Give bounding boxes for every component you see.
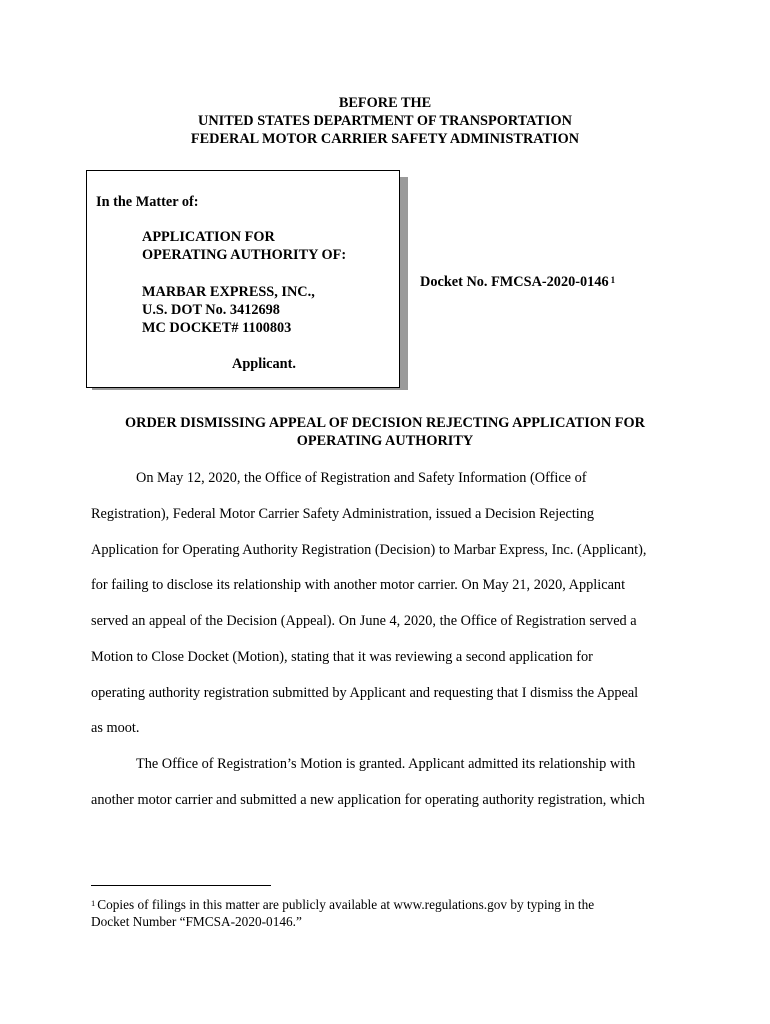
agency-header — [0, 94, 770, 148]
application-line-1: APPLICATION FOR — [142, 229, 275, 245]
company-name: MARBAR EXPRESS, INC., — [142, 284, 315, 300]
footnote-line-1 — [91, 896, 691, 913]
header-line-1: BEFORE THE — [338, 95, 432, 111]
body-line: Motion to Close Docket (Motion), stating that it was reviewing a second application for — [91, 649, 593, 665]
body-line: operating authority registration submitted by Applicant and requesting that I dismiss the Appeal — [91, 685, 639, 701]
applicant-label: Applicant. — [232, 356, 296, 372]
in-the-matter-label: In the Matter of: — [96, 194, 199, 210]
footnote-divider — [91, 885, 271, 886]
dot-number: U.S. DOT No. 3412698 — [142, 302, 280, 318]
footnote — [91, 896, 691, 930]
body-line: another motor carrier and submitted a new application for operating authority registration, which — [91, 792, 645, 808]
docket-number — [420, 273, 615, 291]
body-line: The Office of Registration’s Motion is granted. Applicant admitted its relationship with — [136, 756, 636, 772]
body-line: as moot. — [91, 720, 140, 736]
application-line-2: OPERATING AUTHORITY OF: — [142, 247, 347, 263]
docket-footnote-ref: 1 — [610, 275, 616, 285]
order-title-line-2: OPERATING AUTHORITY — [296, 433, 474, 449]
order-title — [0, 414, 770, 450]
footnote-number: 1 — [91, 898, 96, 908]
header-line-2: UNITED STATES DEPARTMENT OF TRANSPORTATION — [198, 113, 572, 129]
order-title-line-1: ORDER DISMISSING APPEAL OF DECISION REJECTING APPLICATION FOR — [125, 415, 645, 431]
body-line: for failing to disclose its relationship with another motor carrier. On May 21, 2020, Applicant — [91, 577, 626, 593]
footnote-line-2: Docket Number “FMCSA-2020-0146.” — [91, 914, 302, 929]
mc-docket-number: MC DOCKET# 1100803 — [142, 320, 292, 336]
header-line-3: FEDERAL MOTOR CARRIER SAFETY ADMINISTRATION — [190, 131, 580, 147]
body-line: Application for Operating Authority Registration (Decision) to Marbar Express, Inc. (Applicant), — [91, 542, 647, 558]
body-line: Registration), Federal Motor Carrier Safety Administration, issued a Decision Rejecting — [91, 506, 595, 522]
case-caption-box — [86, 170, 400, 388]
footnote-text-1: Copies of filings in this matter are publicly available at www.regulations.gov by typing in the — [97, 897, 595, 912]
body-line: On May 12, 2020, the Office of Registration and Safety Information (Office of — [136, 470, 587, 486]
body-line: served an appeal of the Decision (Appeal). On June 4, 2020, the Office of Registration served a — [91, 613, 637, 629]
docket-text: Docket No. FMCSA-2020-0146 — [420, 274, 609, 290]
